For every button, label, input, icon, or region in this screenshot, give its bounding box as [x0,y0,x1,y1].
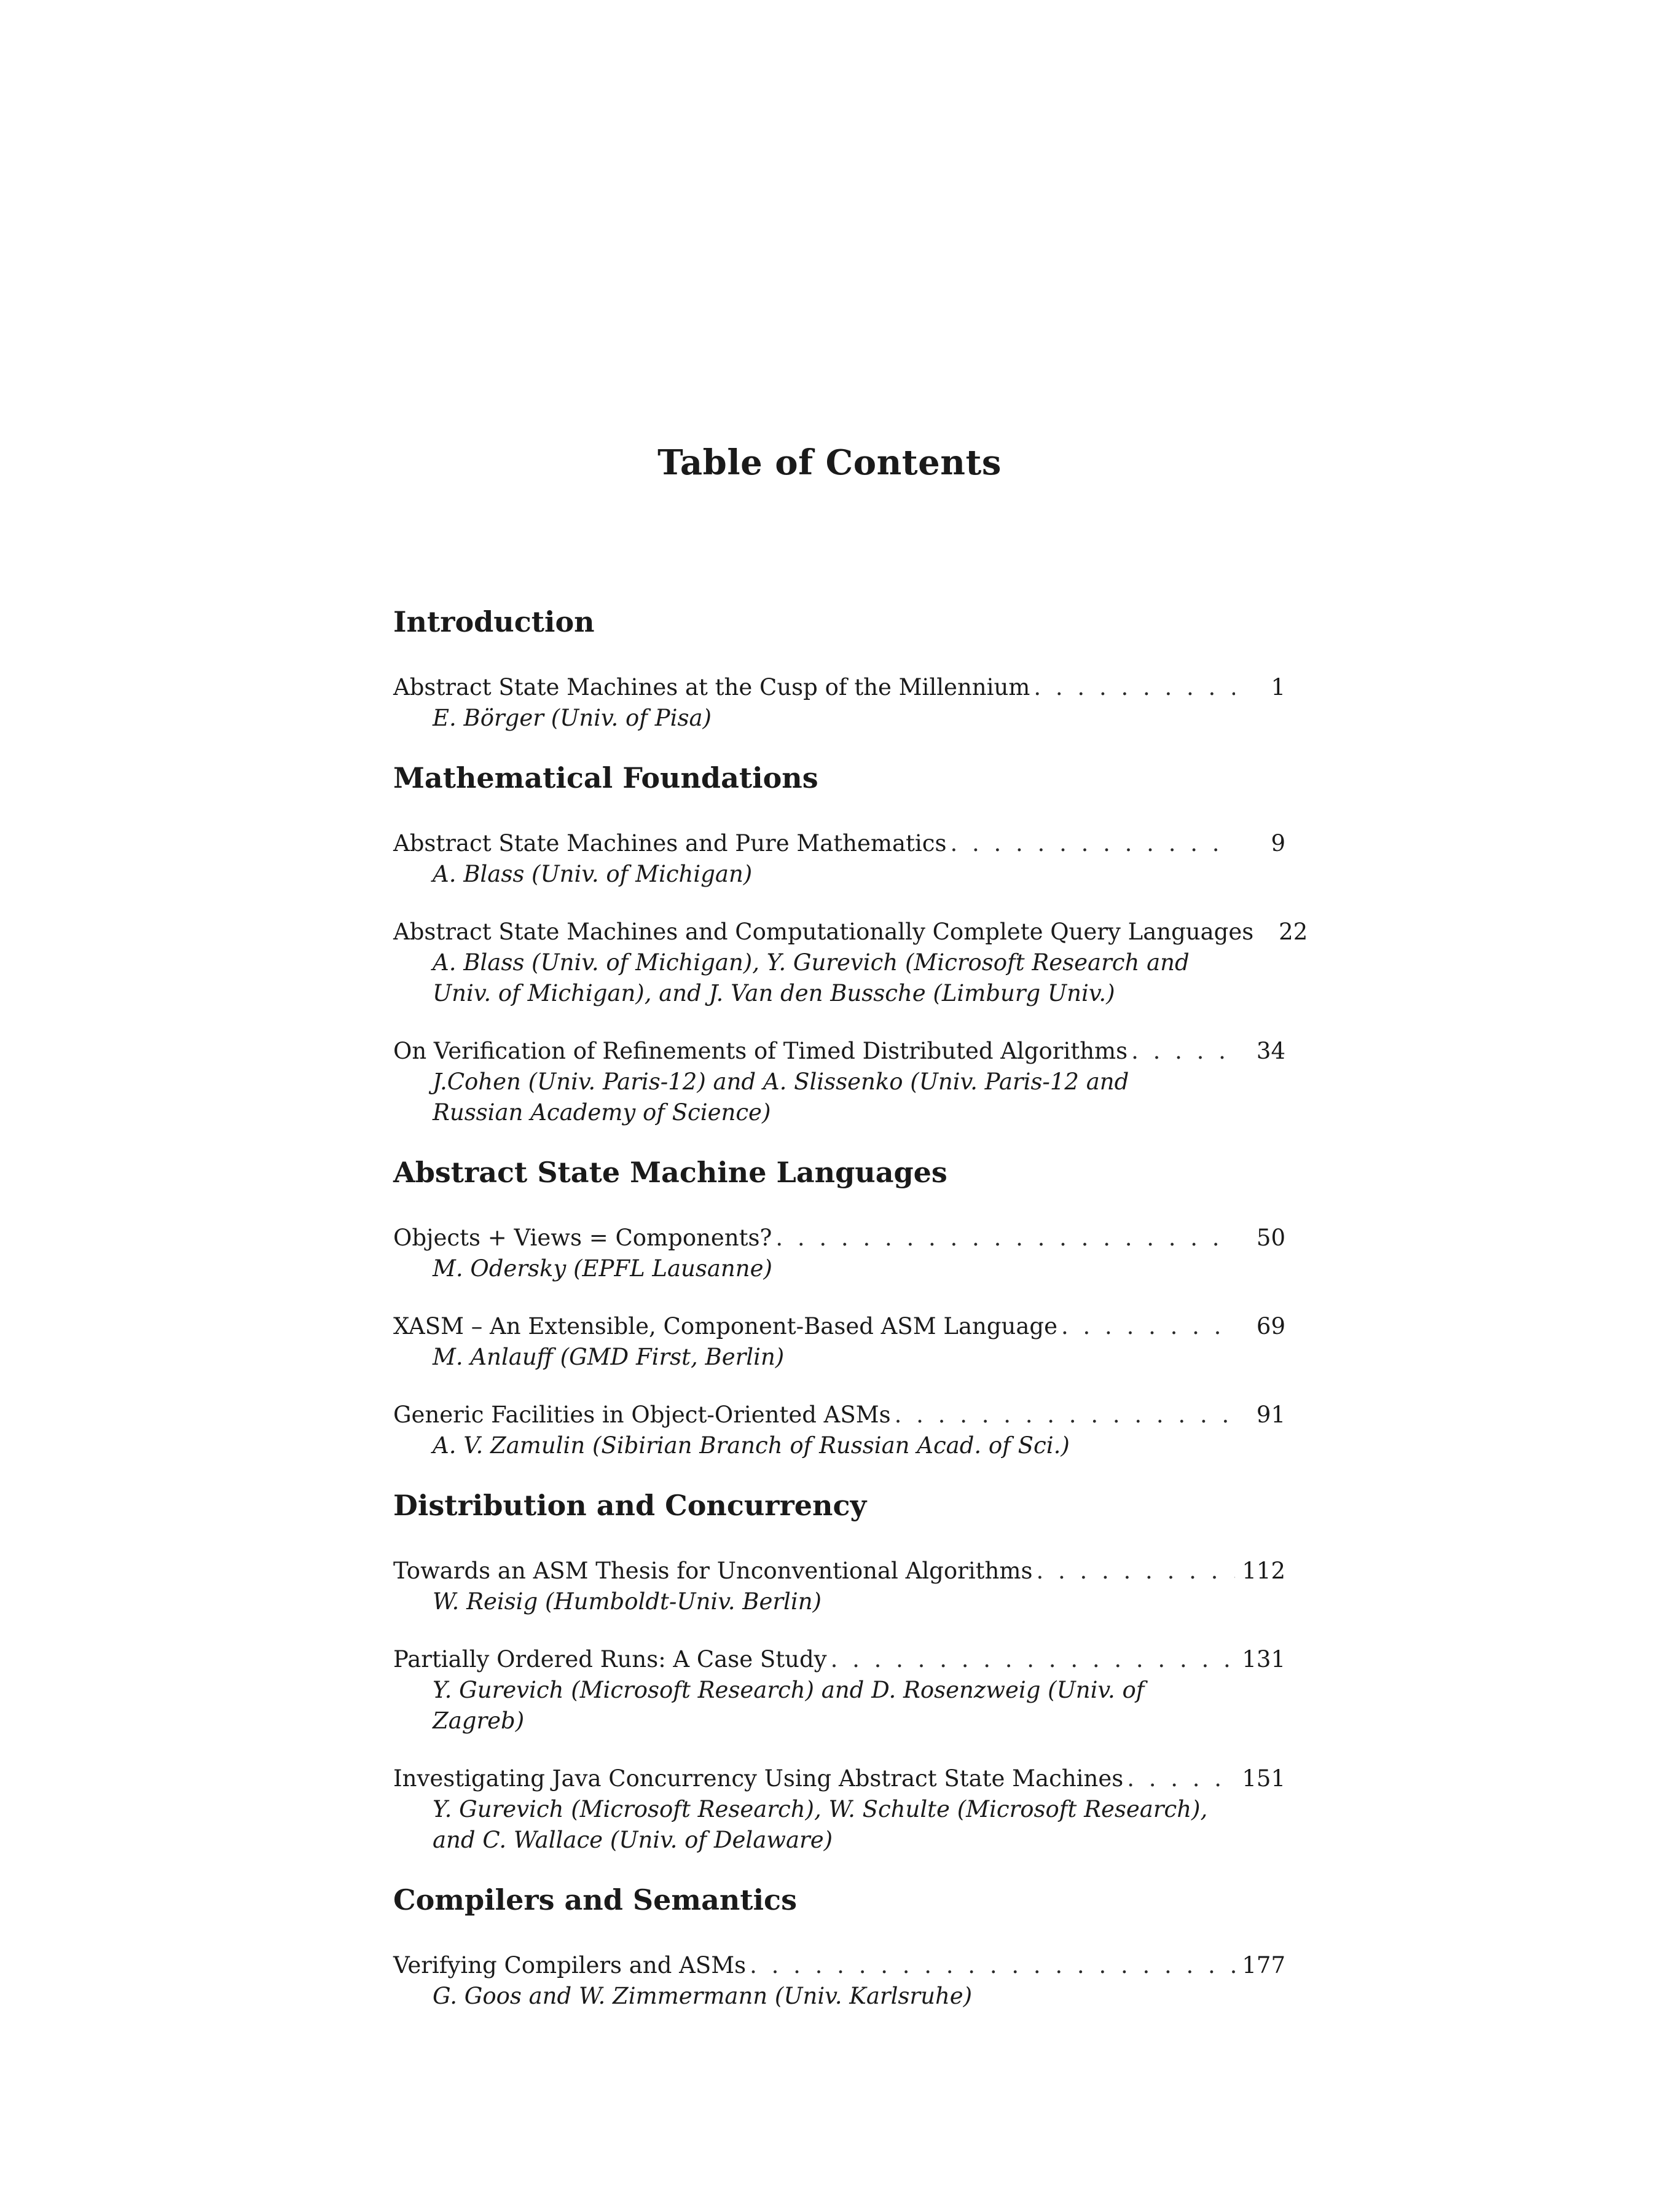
toc-entry[interactable] [393,1763,1285,1856]
entry-title [393,1311,1057,1342]
toc-entry[interactable] [393,1036,1285,1128]
dot-leader [831,1644,1235,1675]
toc-entry[interactable] [393,1400,1285,1461]
entry-authors: A. Blass (Univ. of Michigan), Y. Gurevich (Microsoft Research and Univ. of Michigan), and J. Van den Bussche (Limburg Univ.) [433,949,1190,1006]
entry-authors: E. Börger (Univ. of Pisa) [433,705,712,731]
table-of-contents [393,603,1308,2012]
page-number: 177 [1242,1952,1285,1979]
entry-title: Partially Ordered Runs: A Case Study [393,1646,827,1673]
toc-entry[interactable] [393,917,1308,1009]
toc-entry[interactable] [393,828,1285,890]
section-mathematical-foundations [393,759,1308,1128]
toc-entry[interactable] [393,1223,1285,1284]
section-title: Mathematical Foundations [393,761,818,794]
entry-authors: A. V. Zamulin (Sibirian Branch of Russian Acad. of Sci.) [433,1432,1070,1459]
page-number: 34 [1256,1038,1285,1064]
dot-leader [950,828,1235,859]
section-compilers-semantics [393,1881,1285,2012]
dot-leader [775,1223,1235,1253]
dot-leader [1036,1556,1235,1586]
section-title: Distribution and Concurrency [393,1489,867,1522]
toc-entry[interactable] [393,1950,1285,2012]
dot-leader [1131,1036,1235,1067]
page-number: 151 [1242,1765,1285,1792]
entry-title: Generic Facilities in Object-Oriented ASMs [393,1402,891,1428]
entry-authors: Y. Gurevich (Microsoft Research), W. Schulte (Microsoft Research), and C. Wallace (Univ. of Delaware) [433,1796,1208,1853]
toc-entry[interactable] [393,1311,1285,1373]
entry-authors: Y. Gurevich (Microsoft Research) and D. Rosenzweig (Univ. of Zagreb) [433,1677,1145,1734]
entry-title: Investigating Java Concurrency Using Abstract State Machines [393,1765,1124,1792]
entry-title: On Verification of Refinements of Timed Distributed Algorithms [393,1038,1128,1064]
section-title: Compilers and Semantics [393,1883,797,1916]
page-number: 91 [1256,1402,1285,1428]
toc-entry[interactable] [393,1556,1285,1617]
toc-entry[interactable] [393,672,1285,734]
dot-leader [750,1950,1235,1981]
page-number: 112 [1242,1558,1285,1584]
section-title: Abstract State Machine Languages [393,1156,947,1189]
entry-authors: G. Goos and W. Zimmermann (Univ. Karlsruhe) [433,1983,973,2009]
page-number: 131 [1242,1646,1285,1673]
section-asm-languages [393,1154,1285,1461]
dot-leader [895,1400,1235,1430]
toc-entry[interactable] [393,1644,1285,1736]
page-number: 69 [1256,1313,1285,1339]
entry-title: Abstract State Machines and Computationally Complete Query Languages [393,919,1254,945]
section-title: Introduction [393,605,595,638]
page-number: 1 [1271,674,1285,700]
xasm-name: XASM [393,1313,464,1339]
entry-title: Abstract State Machines and Pure Mathematics [393,830,947,857]
entry-authors: W. Reisig (Humboldt-Univ. Berlin) [433,1588,822,1615]
entry-authors: J.Cohen (Univ. Paris-12) and A. Slissenko (Univ. Paris-12 and Russian Academy of Science) [433,1069,1129,1126]
entry-authors: M. Odersky (EPFL Lausanne) [433,1255,772,1282]
section-introduction [393,603,1285,734]
page-number: 9 [1271,830,1285,857]
dot-leader [1033,672,1235,703]
entry-title: Towards an ASM Thesis for Unconventional Algorithms [393,1558,1033,1584]
entry-title: Verifying Compilers and ASMs [393,1952,747,1979]
page-title: Table of Contents [657,442,1002,483]
entry-title: Abstract State Machines at the Cusp of the Millennium [393,674,1030,700]
entry-title: Objects + Views = Components? [393,1225,772,1251]
section-distribution-concurrency [393,1487,1285,1856]
entry-title-rest: – An Extensible, Component-Based ASM Language [463,1313,1058,1339]
entry-authors: A. Blass (Univ. of Michigan) [433,861,753,887]
page-number: 50 [1256,1225,1285,1251]
dot-leader [1127,1763,1235,1794]
dot-leader [1061,1311,1235,1342]
entry-authors: M. Anlauff (GMD First, Berlin) [433,1344,785,1370]
page-number: 22 [1279,919,1308,945]
